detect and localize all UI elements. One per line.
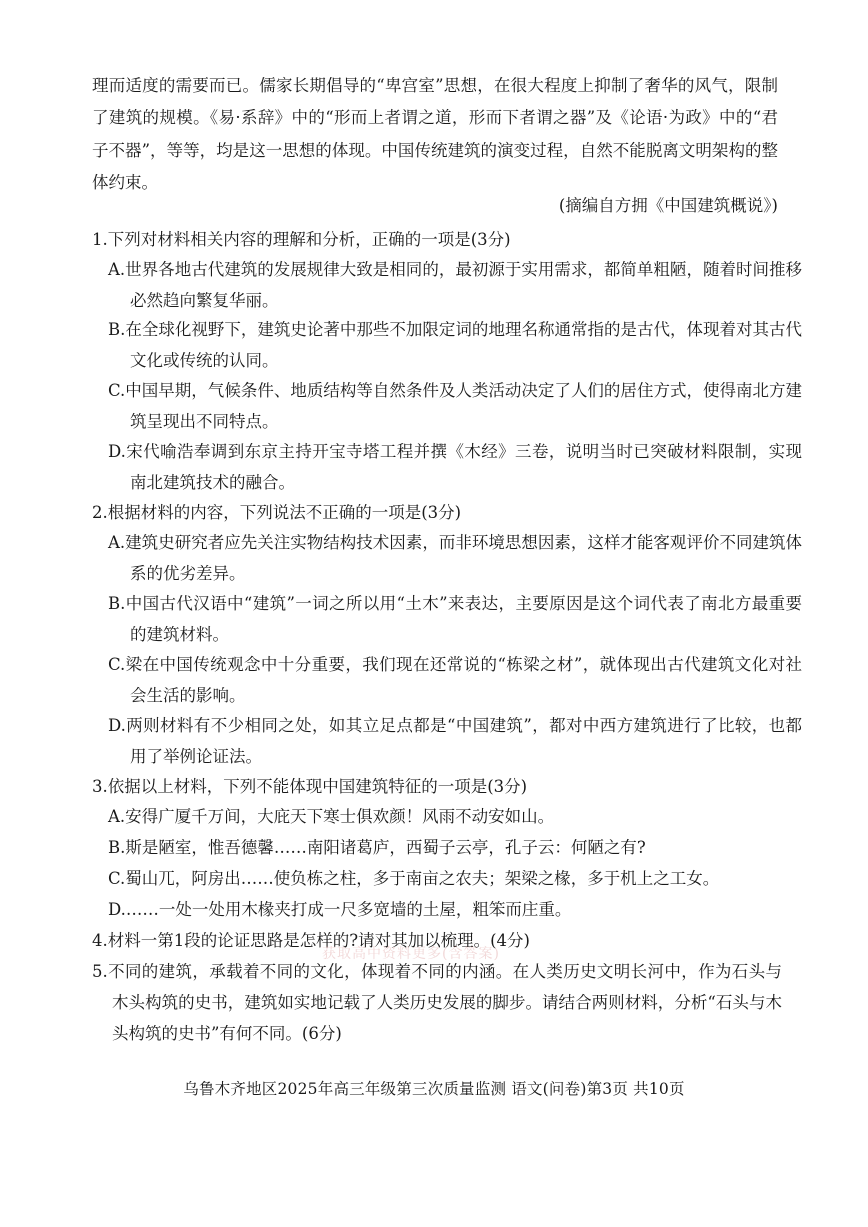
question-1-option-b: B.在全球化视野下，建筑史论著中那些不加限定词的地理名称通常指的是古代，体现着对其古代文化或传统的认同。 [108, 320, 802, 370]
question-3-option-a: A.安得广厦千万间，大庇天下寒士俱欢颜！风雨不动安如山。 [108, 807, 555, 826]
question-5-stem: 5.不同的建筑，承载着不同的文化，体现着不同的内涵。在人类历史文明长河中，作为石头与木头构筑的史书，建筑如实地记载了人类历史发展的脚步。请结合两则材料，分析“石头与木头构筑的史书”有何不同。(6分) [92, 962, 782, 1043]
question-3-option-b: B.斯是陋室，惟吾德馨……南阳诸葛庐，西蜀子云亭，孔子云：何陋之有? [108, 838, 646, 857]
passage-paragraph: 理而适度的需要而已。儒家长期倡导的“卑宫室”思想，在很大程度上抑制了奢华的风气，限制了建筑的规模。《易·系辞》中的“形而上者谓之道，形而下者谓之器”及《论语·为政》中的“君子不器”，等等，均是这一思想的体现。中国传统建筑的演变过程，自然不能脱离文明架构的整体约束。 [92, 76, 778, 192]
passage-source: (摘编自方拥《中国建筑概说》) [558, 196, 778, 215]
question-3-option-c: C.蜀山兀，阿房出……使负栋之柱，多于南亩之农夫；架梁之椽，多于机上之工女。 [108, 869, 720, 888]
question-1-option-d: D.宋代喻浩奉调到东京主持开宝寺塔工程并撰《木经》三卷，说明当时已突破材料限制，实现南北建筑技术的融合。 [108, 442, 802, 492]
question-4-stem: 4.材料一第1段的论证思路是怎样的?请对其加以梳理。(4分) [92, 931, 530, 950]
page-footer: 乌鲁木齐地区2025年高三年级第三次质量监测 语文(问卷)第3页 共10页 [183, 1080, 685, 1098]
watermark: 获取高中资料更多(含答案) [322, 946, 500, 962]
question-1-option-a: A.世界各地古代建筑的发展规律大致是相同的，最初源于实用需求，都简单粗陋，随着时间推移必然趋向繁复华丽。 [108, 260, 802, 310]
question-3-option-d: D.……一处一处用木椽夹打成一尺多宽墙的土屋，粗笨而庄重。 [108, 900, 572, 919]
question-2-option-c: C.梁在中国传统观念中十分重要，我们现在还常说的“栋梁之材”，就体现出古代建筑文化对社会生活的影响。 [108, 655, 802, 705]
question-2-option-d: D.两则材料有不少相同之处，如其立足点都是“中国建筑”，都对中西方建筑进行了比较，也都用了举例论证法。 [108, 716, 802, 766]
question-2-option-b: B.中国古代汉语中“建筑”一词之所以用“土木”来表达，主要原因是这个词代表了南北方最重要的建筑材料。 [108, 594, 802, 644]
question-3-stem: 3.依据以上材料，下列不能体现中国建筑特征的一项是(3分) [92, 777, 528, 796]
question-2-stem: 2.根据材料的内容，下列说法不正确的一项是(3分) [92, 503, 462, 522]
question-1-stem: 1.下列对材料相关内容的理解和分析，正确的一项是(3分) [92, 230, 511, 249]
question-1-option-c: C.中国早期，气候条件、地质结构等自然条件及人类活动决定了人们的居住方式，使得南北方建筑呈现出不同特点。 [108, 381, 802, 431]
question-2-option-a: A.建筑史研究者应先关注实物结构技术因素，而非环境思想因素，这样才能客观评价不同建筑体系的优劣差异。 [108, 533, 802, 583]
